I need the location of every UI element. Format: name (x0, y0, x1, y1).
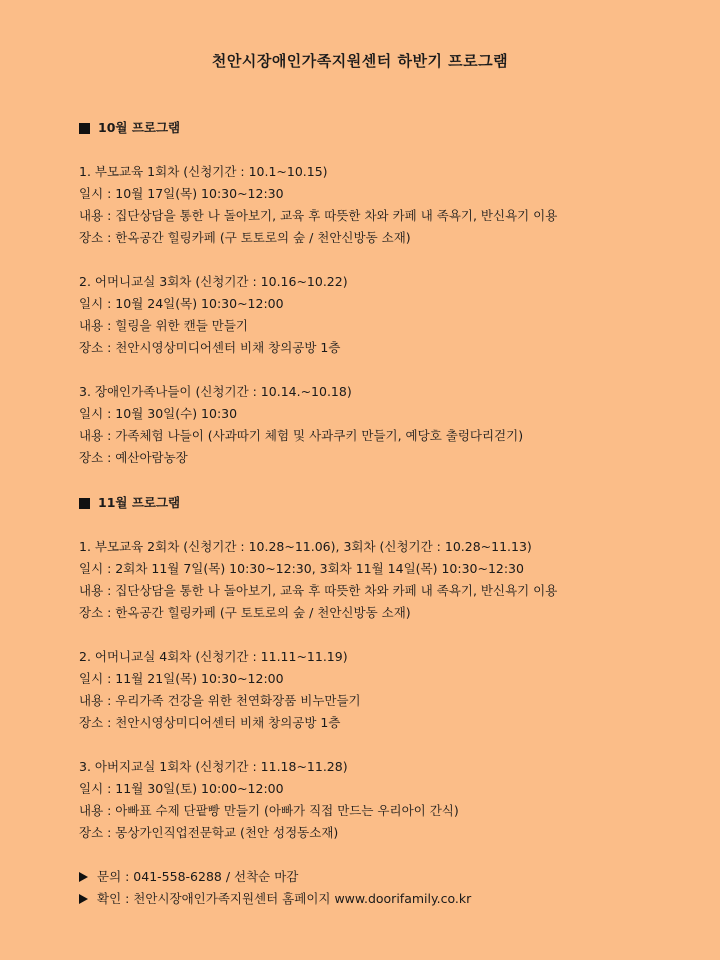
program-block (79, 271, 699, 359)
section-heading-label: 11월 프로그램 (98, 495, 181, 510)
program-block (79, 381, 699, 469)
triangle-bullet-icon (79, 872, 88, 882)
page-title: 천안시장애인가족지원센터 하반기 프로그램 (211, 52, 509, 70)
program-name: 3. 아버지교실 1회차 (신청기간 : 11.18~11.28) (79, 759, 348, 774)
program-name: 1. 부모교육 2회차 (신청기간 : 10.28~11.06), 3회차 (신청기간 : 10.28~11.13) (79, 539, 532, 554)
program-content-line: 내용 : 가족체험 나들이 (사과따기 체험 및 사과쿠키 만들기, 예당호 출렁다리걷기) (79, 428, 524, 443)
program-date: 일시 : 10월 24일(목) 10:30~12:00 (79, 296, 284, 311)
program-date: 일시 : 11월 30일(토) 10:00~12:00 (79, 781, 284, 796)
contact-confirm (79, 888, 699, 910)
program-content-line: 내용 : 우리가족 건강을 위한 천연화장품 비누만들기 (79, 693, 361, 708)
contact-inquiry-text: 문의 : 041-558-6288 / 선착순 마감 (97, 869, 299, 884)
contact-inquiry (79, 866, 699, 888)
program-content-line: 내용 : 집단상담을 통한 나 돌아보기, 교육 후 따뜻한 차와 카페 내 족욕기, 반신욕기 이용 (79, 583, 558, 598)
program-place: 장소 : 한옥공간 힐링카페 (구 토토로의 숲 / 천안신방동 소재) (79, 230, 411, 245)
program-date: 일시 : 2회차 11월 7일(목) 10:30~12:30, 3회차 11월 14일(목) 10:30~12:30 (79, 561, 524, 576)
program-content-line: 내용 : 힐링을 위한 캔들 만들기 (79, 318, 248, 333)
program-date: 일시 : 10월 30일(수) 10:30 (79, 406, 238, 421)
program-name: 2. 어머니교실 4회차 (신청기간 : 11.11~11.19) (79, 649, 348, 664)
program-content-line: 내용 : 아빠표 수제 단팥빵 만들기 (아빠가 직접 만드는 우리아이 간식) (79, 803, 459, 818)
black-square-icon (79, 498, 90, 509)
program-place: 장소 : 예산아람농장 (79, 450, 188, 465)
section-heading-label: 10월 프로그램 (98, 120, 181, 135)
section-heading-october (79, 116, 699, 140)
program-name: 2. 어머니교실 3회차 (신청기간 : 10.16~10.22) (79, 274, 348, 289)
program-place: 장소 : 천안시영상미디어센터 비채 창의공방 1층 (79, 340, 341, 355)
program-block (79, 536, 699, 624)
program-block (79, 756, 699, 844)
contact-confirm-text: 확인 : 천안시장애인가족지원센터 홈페이지 www.doorifamily.co.kr (97, 891, 472, 906)
program-place: 장소 : 한옥공간 힐링카페 (구 토토로의 숲 / 천안신방동 소재) (79, 605, 411, 620)
program-name: 1. 부모교육 1회차 (신청기간 : 10.1~10.15) (79, 164, 328, 179)
section-heading-november (79, 491, 699, 515)
program-content-line: 내용 : 집단상담을 통한 나 돌아보기, 교육 후 따뜻한 차와 카페 내 족욕기, 반신욕기 이용 (79, 208, 558, 223)
program-place: 장소 : 몽상가인직업전문학교 (천안 성정동소재) (79, 825, 339, 840)
program-content (79, 116, 699, 910)
program-place: 장소 : 천안시영상미디어센터 비채 창의공방 1층 (79, 715, 341, 730)
program-date: 일시 : 11월 21일(목) 10:30~12:00 (79, 671, 284, 686)
black-square-icon (79, 123, 90, 134)
program-date: 일시 : 10월 17일(목) 10:30~12:30 (79, 186, 284, 201)
program-name: 3. 장애인가족나들이 (신청기간 : 10.14.~10.18) (79, 384, 352, 399)
program-block (79, 646, 699, 734)
program-block (79, 161, 699, 249)
triangle-bullet-icon (79, 894, 88, 904)
